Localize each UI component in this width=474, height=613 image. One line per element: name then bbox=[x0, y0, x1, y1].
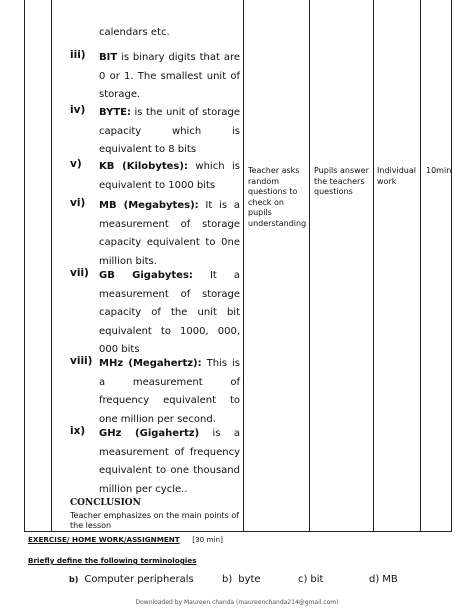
definition-text: MHz (Megahertz): This is a measurement of frequency equivalent to one million per second. bbox=[99, 358, 241, 425]
definition-text: MB (Megabytes): It is a measurement of storage capacity equivalent to 0ne million bits. bbox=[99, 200, 240, 267]
definition-text: BIT is binary digits that are 0 or 1. The smallest unit of storage. bbox=[99, 52, 240, 100]
definition-number: vii) bbox=[70, 267, 89, 279]
question-text: Computer peripherals bbox=[84, 574, 194, 585]
intro-text: calendars etc. bbox=[99, 27, 170, 38]
definition-number: v) bbox=[70, 158, 82, 170]
table-divider-5 bbox=[420, 0, 421, 531]
table-divider-3 bbox=[309, 0, 310, 531]
question-label: b) bbox=[69, 575, 79, 584]
definition-number: viii) bbox=[70, 355, 93, 367]
method: Individual work bbox=[377, 166, 416, 186]
exercise-heading bbox=[28, 535, 223, 544]
conclusion-title: CONCLUSION bbox=[70, 498, 141, 508]
definition-number: iii) bbox=[70, 49, 86, 61]
table-border-bottom bbox=[24, 531, 452, 532]
definition-text: KB (Kilobytes): which is equivalent to 1000 bits bbox=[99, 161, 240, 191]
question-label: c) bbox=[298, 574, 308, 585]
table-divider-1 bbox=[51, 0, 52, 531]
exercise-duration: [30 min] bbox=[192, 535, 223, 544]
table-border-left bbox=[24, 0, 25, 531]
exercise-label: EXERCISE/ HOME WORK/ASSIGNMENT bbox=[28, 535, 180, 544]
definition-number: ix) bbox=[70, 425, 86, 437]
pupil-activity: Pupils answer the teachers questions bbox=[314, 166, 369, 196]
definition-text: GB Gigabytes: It a measurement of storage capacity of the unit bit equivalent to 1000, 000, 000 bits bbox=[99, 270, 241, 355]
question-text: MB bbox=[382, 574, 398, 585]
table-divider-2 bbox=[243, 0, 244, 531]
definition-text: GHz (Gigahertz) is a measurement of frequency equivalent to one thousand million per cycle.. bbox=[99, 428, 240, 495]
question-item bbox=[369, 574, 398, 585]
time: 10min bbox=[426, 166, 452, 175]
definition-number: vi) bbox=[70, 197, 86, 209]
question-item bbox=[298, 574, 323, 585]
definition-number: iv) bbox=[70, 104, 86, 116]
table-divider-4 bbox=[373, 0, 374, 531]
question-text: byte bbox=[238, 574, 261, 585]
definition-text: BYTE: is the unit of storage capacity which is equivalent to 8 bits bbox=[99, 107, 240, 155]
teacher-activity: Teacher asks random questions to check on pupils understanding bbox=[248, 166, 307, 228]
question-label: b) bbox=[222, 574, 233, 585]
question-text: bit bbox=[310, 574, 324, 585]
question-label: d) bbox=[369, 574, 380, 585]
question-item bbox=[69, 574, 194, 585]
download-footer: Downloaded by Maureen chanda (maureenchanda214@gmail.com) bbox=[135, 599, 339, 606]
question-item bbox=[222, 574, 261, 585]
instruction: Briefly define the following terminologies bbox=[28, 556, 197, 565]
table-border-right bbox=[451, 0, 452, 531]
conclusion-text: Teacher emphasizes on the main points of the lesson bbox=[70, 511, 240, 530]
